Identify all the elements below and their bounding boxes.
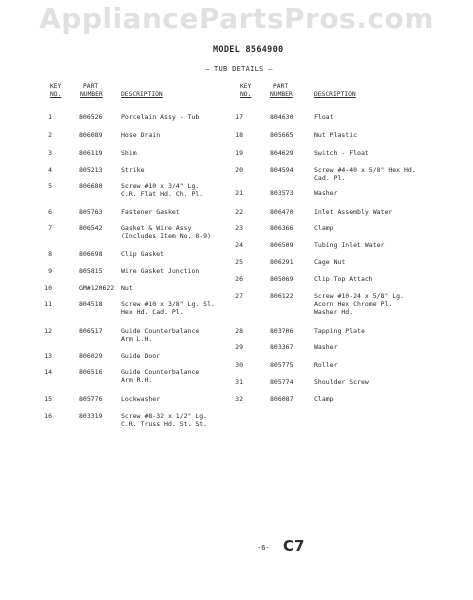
part-description: Cage Nut xyxy=(314,258,346,266)
key-number: 2 xyxy=(48,131,52,139)
part-description: Hex Hd. Cad. Pl. xyxy=(121,308,184,316)
part-number: 805774 xyxy=(270,378,294,386)
part-description: Shim xyxy=(121,149,137,157)
key-number: 3 xyxy=(48,149,52,157)
part-number: 806680 xyxy=(79,182,103,190)
key-number: 1 xyxy=(48,113,52,121)
part-description: C.R. Flat Hd. Ch. Pl. xyxy=(121,190,204,198)
part-number: 806119 xyxy=(79,149,103,157)
key-header-line1: KEY xyxy=(50,83,62,90)
key-number: 9 xyxy=(48,267,52,275)
part-description: Arm L.H. xyxy=(121,335,153,343)
part-description: Screw #10-24 x 5/8" Lg. xyxy=(314,292,405,300)
watermark: AppliancePartsPros.com xyxy=(39,2,434,35)
section-code: C7 xyxy=(283,537,305,555)
part-description: Screw #4-40 x 5/8" Hex Hd. xyxy=(314,166,416,174)
part-description: Nut Plastic xyxy=(314,131,358,139)
part-number: 806517 xyxy=(79,327,103,335)
part-description: Clip Gasket xyxy=(121,250,165,258)
part-number: 806291 xyxy=(270,258,294,266)
part-description: Clamp xyxy=(314,224,334,232)
part-description: Guide Door xyxy=(121,352,161,360)
key-number: 29 xyxy=(235,343,243,351)
key-number: 19 xyxy=(235,149,243,157)
part-number: 803319 xyxy=(79,412,103,420)
key-number: 18 xyxy=(235,131,243,139)
right-desc-header: DESCRIPTION xyxy=(314,91,356,98)
key-number: 12 xyxy=(44,327,52,335)
part-number: 804629 xyxy=(270,149,294,157)
part-description: Shoulder Screw xyxy=(314,378,369,386)
key-number: 24 xyxy=(235,241,243,249)
right-key-header: KEY NO. xyxy=(240,83,252,98)
key-header-line2: NO. xyxy=(50,91,62,98)
part-number: 803573 xyxy=(270,189,294,197)
key-number: 23 xyxy=(235,224,243,232)
part-description: Washer Hd. xyxy=(314,308,354,316)
part-description: Hose Drain xyxy=(121,131,161,139)
part-header-line2: NUMBER xyxy=(80,91,103,98)
part-number: 806542 xyxy=(79,224,103,232)
part-description: Screw #10 x 3/4" Lg. xyxy=(121,182,200,190)
part-description: Gasket & Wire Assy xyxy=(121,224,192,232)
key-number: 22 xyxy=(235,208,243,216)
key-number: 27 xyxy=(235,292,243,300)
part-description: Roller xyxy=(314,361,338,369)
part-description: Inlet Assembly Water xyxy=(314,208,393,216)
part-number: 805763 xyxy=(79,208,103,216)
key-number: 17 xyxy=(235,113,243,121)
right-part-header: PART NUMBER xyxy=(270,83,293,98)
part-number: 805213 xyxy=(79,166,103,174)
part-number: 806516 xyxy=(79,368,103,376)
key-number: 15 xyxy=(44,395,52,403)
key-number: 7 xyxy=(48,224,52,232)
part-description: C.R. Truss Hd. St. St. xyxy=(121,420,208,428)
key-number: 32 xyxy=(235,395,243,403)
part-number: 806087 xyxy=(270,395,294,403)
key-number: 20 xyxy=(235,166,243,174)
part-description: Porcelain Assy - Tub xyxy=(121,113,200,121)
part-description: Screw #8-32 x 1/2" Lg. xyxy=(121,412,208,420)
part-description: Cad. Pl. xyxy=(314,174,346,182)
key-number: 25 xyxy=(235,258,243,266)
key-number: 13 xyxy=(44,352,52,360)
part-description: Fastener Gasket xyxy=(121,208,180,216)
part-number: 806122 xyxy=(270,292,294,300)
part-description: Guide Counterbalance xyxy=(121,327,200,335)
part-description: Switch - Float xyxy=(314,149,369,157)
key-number: 16 xyxy=(44,412,52,420)
part-description: Clamp xyxy=(314,395,334,403)
section-title: – TUB DETAILS – xyxy=(205,65,273,73)
part-number: 804594 xyxy=(270,166,294,174)
part-number: 806698 xyxy=(79,250,103,258)
key-number: 31 xyxy=(235,378,243,386)
part-description: Tapping Plate xyxy=(314,327,365,335)
part-number: 805665 xyxy=(270,131,294,139)
part-description: Washer xyxy=(314,343,338,351)
part-number: 806509 xyxy=(270,241,294,249)
key-number: 4 xyxy=(48,166,52,174)
key-number: 30 xyxy=(235,361,243,369)
key-number: 5 xyxy=(48,182,52,190)
part-number: 803367 xyxy=(270,343,294,351)
part-description: Nut xyxy=(121,284,133,292)
part-description: Acorn Hex Chrome Pl. xyxy=(314,300,393,308)
part-description: Arm R.H. xyxy=(121,376,153,384)
key-number: 11 xyxy=(44,300,52,308)
part-number: 806089 xyxy=(79,131,103,139)
part-number: 805776 xyxy=(79,395,103,403)
part-header-line1: PART xyxy=(83,83,99,90)
key-number: 21 xyxy=(235,189,243,197)
part-number: 805775 xyxy=(270,361,294,369)
part-description: (Includes Item No. 8-9) xyxy=(121,232,212,240)
part-number: 805069 xyxy=(270,275,294,283)
part-description: Strike xyxy=(121,166,145,174)
key-number: 6 xyxy=(48,208,52,216)
part-number: 803706 xyxy=(270,327,294,335)
part-description: Wire Gasket Junction xyxy=(121,267,200,275)
key-number: 28 xyxy=(235,327,243,335)
part-number: GM#120622 xyxy=(79,284,115,292)
key-number: 14 xyxy=(44,368,52,376)
part-description: Tubing Inlet Water xyxy=(314,241,385,249)
part-description: Guide Counterbalance xyxy=(121,368,200,376)
key-number: 10 xyxy=(44,284,52,292)
part-number: 806366 xyxy=(270,224,294,232)
part-description: Screw #10 x 3/8" Lg. Sl. xyxy=(121,300,215,308)
part-number: 806029 xyxy=(79,352,103,360)
part-number: 804518 xyxy=(79,300,103,308)
part-number: 805815 xyxy=(79,267,103,275)
part-number: 806470 xyxy=(270,208,294,216)
part-number: 804630 xyxy=(270,113,294,121)
part-description: Float xyxy=(314,113,334,121)
page-number: -6- xyxy=(257,544,270,552)
part-description: Lockwasher xyxy=(121,395,161,403)
part-description: Washer xyxy=(314,189,338,197)
key-number: 8 xyxy=(48,250,52,258)
model-title: MODEL 8564900 xyxy=(213,45,284,55)
left-key-header xyxy=(50,83,61,99)
left-part-header xyxy=(80,83,103,99)
left-desc-header: DESCRIPTION xyxy=(121,91,163,98)
key-number: 26 xyxy=(235,275,243,283)
part-description: Clip Top Attach xyxy=(314,275,373,283)
part-number: 806526 xyxy=(79,113,103,121)
